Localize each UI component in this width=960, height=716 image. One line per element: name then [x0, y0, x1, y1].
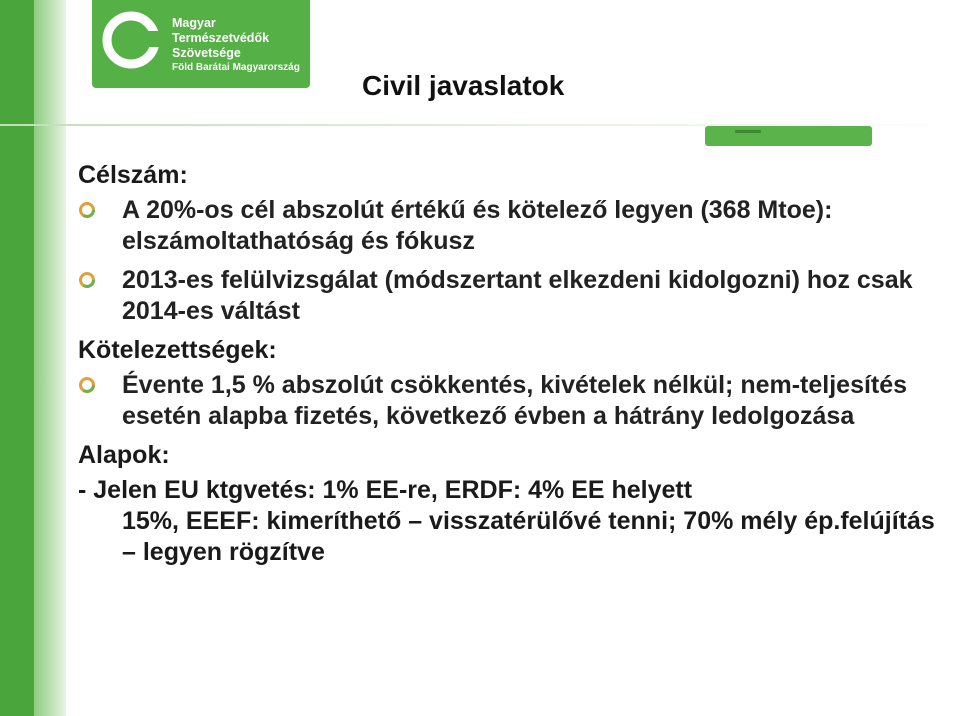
list-item	[78, 265, 938, 327]
slide-title: Civil javaslatok	[362, 70, 565, 101]
section-heading-kotelezettsegek: Kötelezettségek:	[78, 336, 277, 364]
section-heading-celszam: Célszám:	[78, 161, 188, 189]
ring-bullet-icon	[78, 376, 96, 394]
bullet-text: Évente 1,5 % abszolút csökkentés, kivételek nélkül; nem-teljesítés esetén alapba fizetés, következő évben a hátrány ledolgozása	[122, 371, 908, 430]
list-item	[78, 195, 938, 257]
ring-bullet-icon	[78, 271, 96, 289]
logo-line-4: Föld Barátai Magyarország	[172, 62, 300, 73]
list-item	[78, 475, 938, 568]
ring-bullet-icon	[78, 201, 96, 219]
alapok-line-2: 15%, EEEF: kimeríthető – visszatérülővé tenni; 70% mély ép.felújítás – legyen rögzítve	[122, 507, 935, 566]
accent-bar	[705, 126, 872, 146]
green-ring-logo-icon	[102, 11, 160, 69]
logo-line-3: Szövetsége	[172, 46, 241, 60]
alapok-line-1: - Jelen EU ktgvetés: 1% EE-re, ERDF: 4% EE helyett	[78, 476, 693, 504]
logo-text	[172, 16, 300, 75]
section-heading-alapok: Alapok:	[78, 441, 170, 469]
bullet-text: A 20%-os cél abszolút értékű és kötelező legyen (368 Mtoe): elszámoltathatóság és fókusz	[122, 196, 833, 255]
list-item	[78, 370, 938, 432]
logo-line-1: Magyar	[172, 16, 216, 30]
organization-logo	[92, 0, 310, 88]
logo-line-2: Természetvédők	[172, 31, 270, 45]
bullet-text: 2013-es felülvizsgálat (módszertant elkezdeni kidolgozni) hoz csak 2014-es váltást	[122, 266, 913, 325]
left-decorative-bar	[0, 0, 66, 716]
slide-content	[78, 160, 938, 568]
